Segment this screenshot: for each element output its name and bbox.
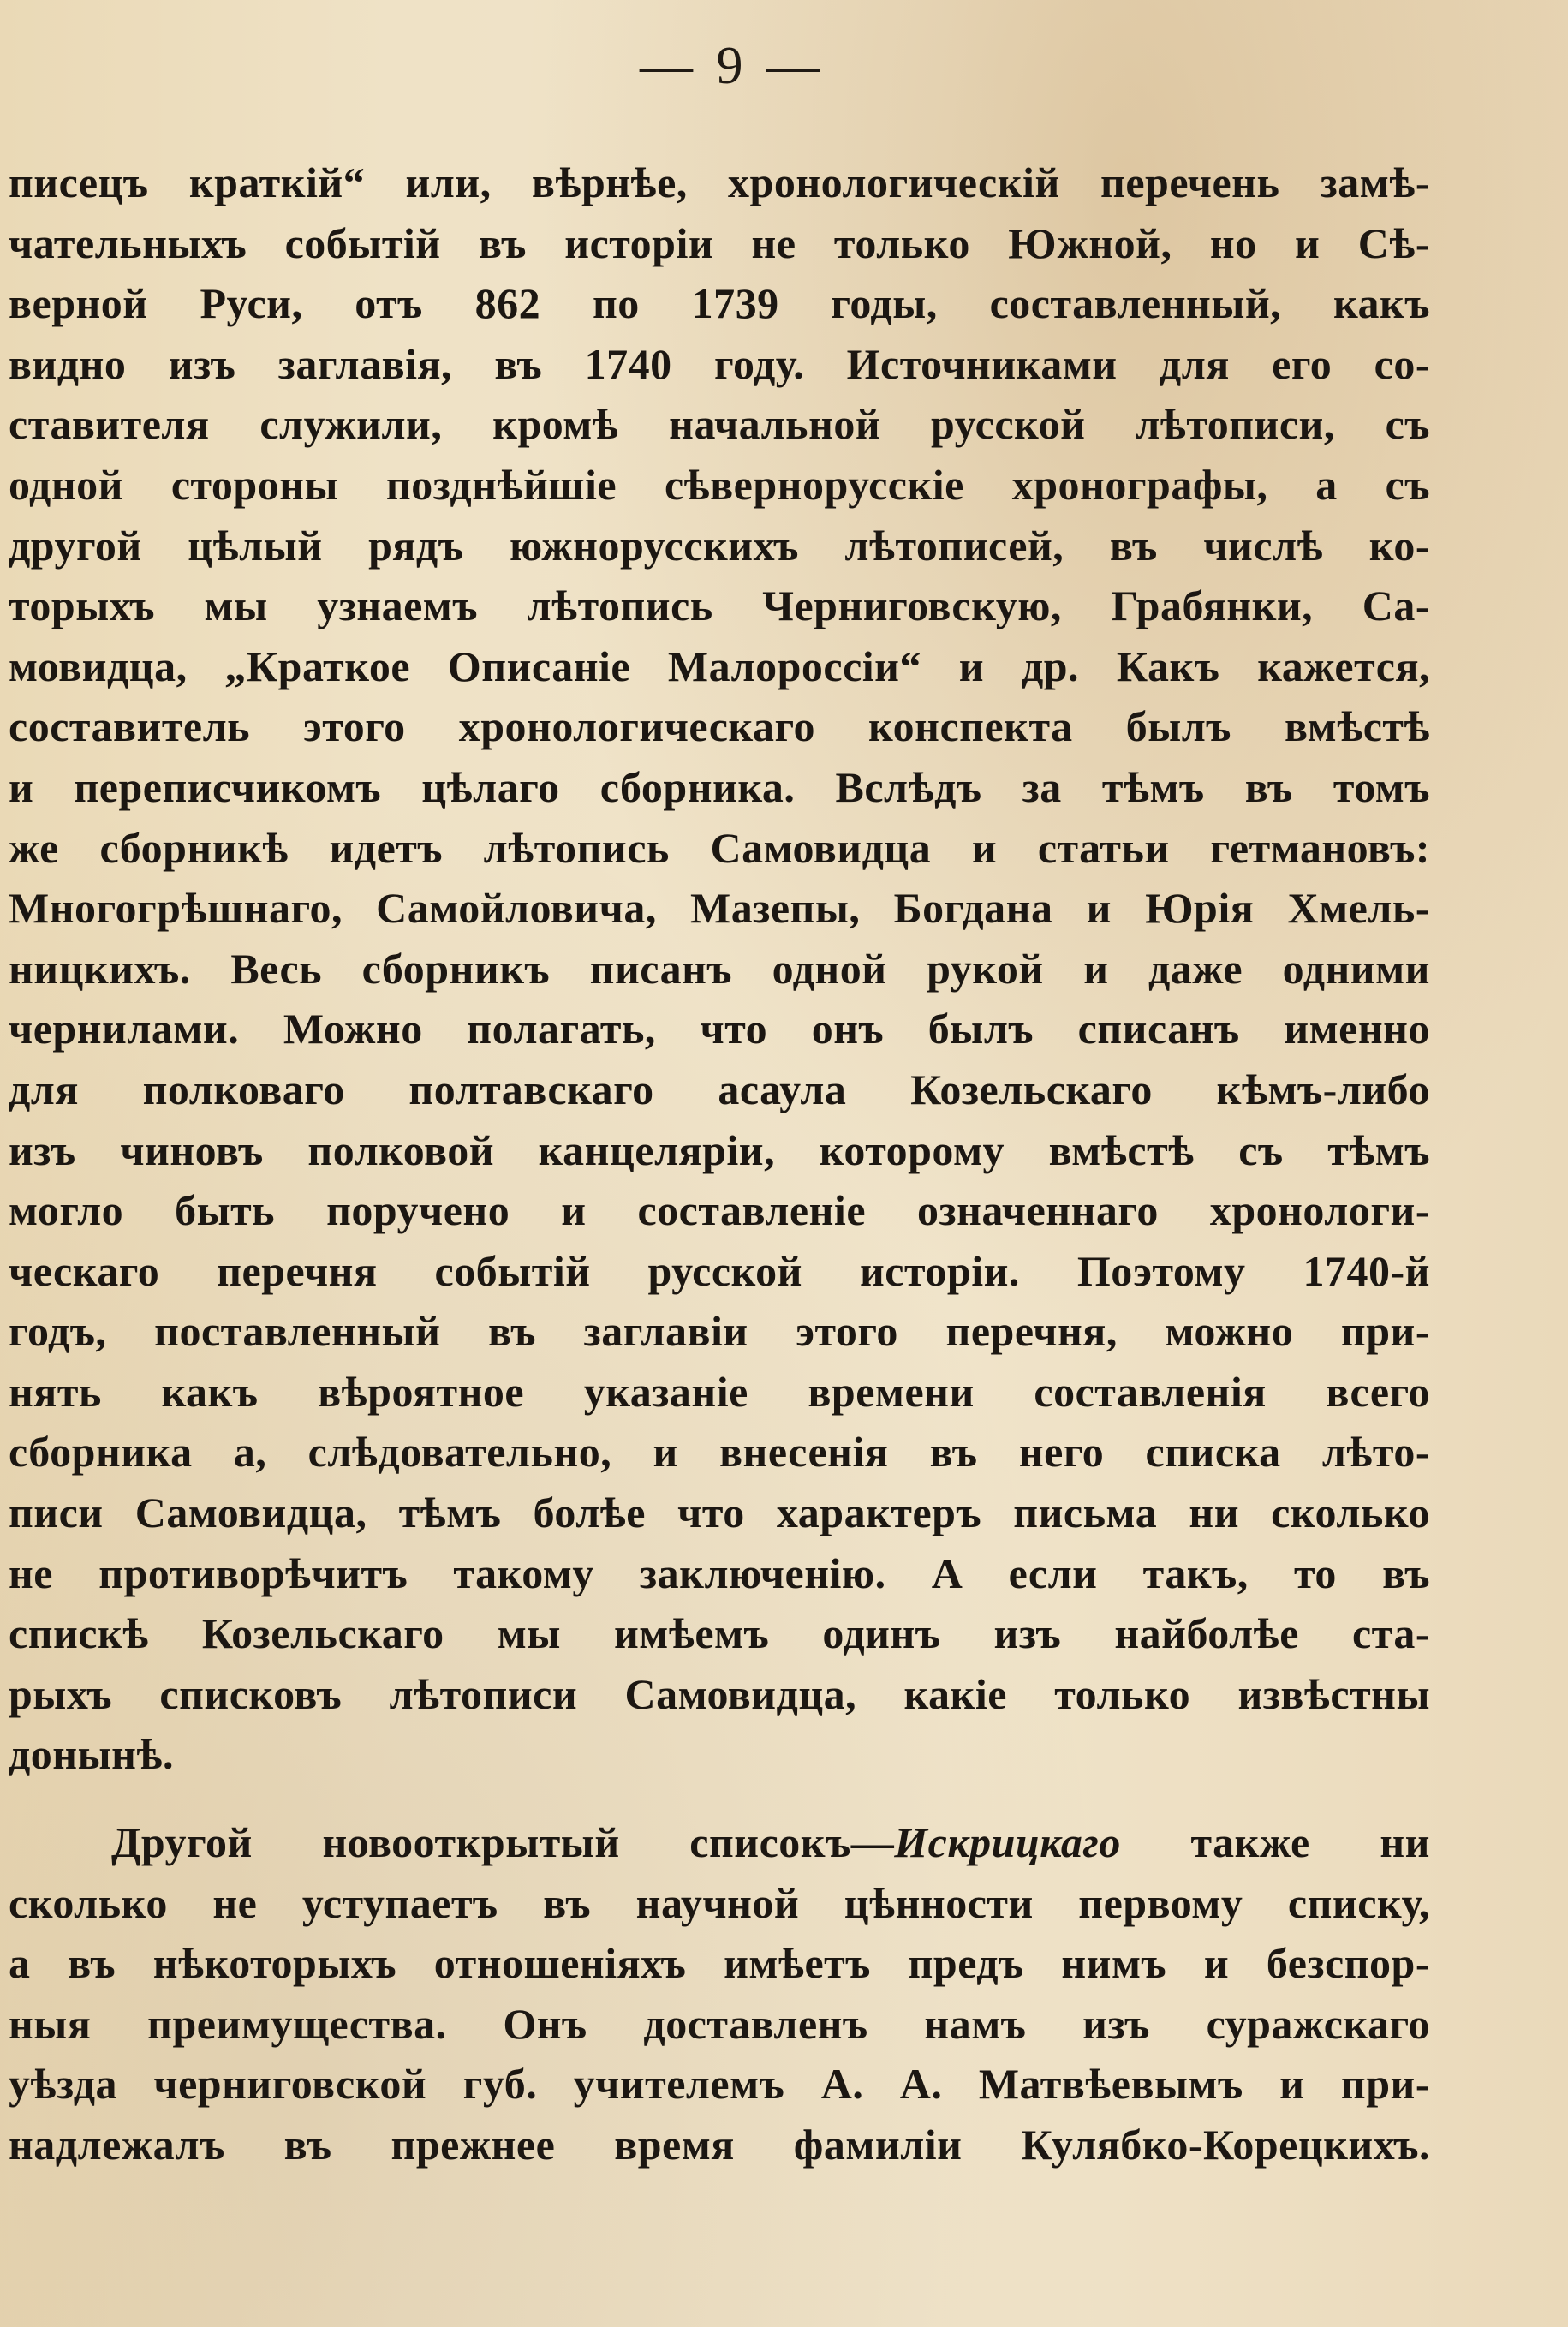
- text-line: изъ чиновъ полковой канцеляріи, которому вмѣстѣ съ тѣмъ: [9, 1125, 1430, 1174]
- text-line: ницкихъ. Весь сборникъ писанъ одной рукой и даже одними: [9, 944, 1430, 993]
- paragraph-gap: [9, 1785, 1430, 1812]
- text-line: [9, 1812, 1430, 1873]
- text-line: писи Самовидца, тѣмъ болѣе что характеръ письма ни сколько: [9, 1489, 1430, 1537]
- text-line: же сборникѣ идетъ лѣтопись Самовидца и статьи гетмановъ:: [9, 823, 1430, 872]
- text-line: сборника а, слѣдовательно, и внесенія въ него списка лѣто-: [9, 1428, 1430, 1477]
- italic-name: Искрицкаго: [894, 1818, 1121, 1867]
- paragraph-1: [9, 152, 1430, 1785]
- text-line: спискѣ Козельскаго мы имѣемъ одинъ изъ найболѣе ста-: [9, 1609, 1430, 1658]
- text-run: Другой новооткрытый списокъ—: [111, 1818, 895, 1867]
- text-line: Многогрѣшнаго, Самойловича, Мазепы, Богдана и Юрія Хмель-: [9, 884, 1430, 933]
- text-line: могло быть поручено и составленіе означеннаго хронологи-: [9, 1186, 1430, 1235]
- paragraph-2: [9, 1812, 1430, 2175]
- text-line: рыхъ списковъ лѣтописи Самовидца, какіе только извѣстны: [9, 1669, 1430, 1718]
- text-line: торыхъ мы узнаемъ лѣтопись Черниговскую, Грабянки, Са-: [9, 582, 1430, 630]
- text-line: писецъ краткій“ или, вѣрнѣе, хронологическій перечень замѣ-: [9, 158, 1430, 206]
- text-line: для полковаго полтавскаго асаула Козельскаго кѣмъ-либо: [9, 1065, 1430, 1113]
- text-line: составитель этого хронологическаго конспекта былъ вмѣстѣ: [9, 702, 1430, 751]
- text-line: ныя преимущества. Онъ доставленъ намъ изъ суражскаго: [9, 1999, 1430, 2048]
- text-line: чернилами. Можно полагать, что онъ былъ списанъ именно: [9, 1005, 1430, 1053]
- text-line: чательныхъ событій въ исторіи не только Южной, но и Сѣ-: [9, 218, 1430, 267]
- text-line: уѣзда черниговской губ. учителемъ А. А. Матвѣевымъ и при-: [9, 2060, 1430, 2109]
- text-line: сколько не уступаетъ въ научной цѣнности первому списку,: [9, 1878, 1430, 1927]
- text-line: нять какъ вѣроятное указаніе времени составленія всего: [9, 1367, 1430, 1416]
- page-text: [9, 152, 1430, 2175]
- text-line: одной стороны позднѣйшіе сѣвернорусскіе хронографы, а съ: [9, 460, 1430, 509]
- text-line: и переписчикомъ цѣлаго сборника. Вслѣдъ за тѣмъ въ томъ: [9, 762, 1430, 811]
- text-line: донынѣ.: [9, 1730, 174, 1779]
- text-run: также ни: [1120, 1818, 1430, 1867]
- text-line: а въ нѣкоторыхъ отношеніяхъ имѣетъ предъ нимъ и безспор-: [9, 1939, 1430, 1988]
- text-line: не противорѣчитъ такому заключенію. А если такъ, то въ: [9, 1548, 1430, 1597]
- text-line: ческаго перечня событій русской исторіи. Поэтому 1740-й: [9, 1246, 1430, 1295]
- text-line: верной Руси, отъ 862 по 1739 годы, составленный, какъ: [9, 279, 1430, 328]
- text-line: годъ, поставленный въ заглавіи этого перечня, можно при-: [9, 1307, 1430, 1356]
- text-line: надлежалъ въ прежнее время фамиліи Кулябко-Корецкихъ.: [9, 2121, 1430, 2169]
- page-number: — 9 —: [640, 37, 825, 95]
- text-line: ставителя служили, кромѣ начальной русской лѣтописи, съ: [9, 400, 1430, 449]
- text-line: видно изъ заглавія, въ 1740 году. Источниками для его со-: [9, 339, 1430, 388]
- text-line: другой цѣлый рядъ южнорусскихъ лѣтописей, въ числѣ ко-: [9, 521, 1430, 570]
- text-line: мовидца, „Краткое Описаніе Малороссіи“ и др. Какъ кажется,: [9, 641, 1430, 690]
